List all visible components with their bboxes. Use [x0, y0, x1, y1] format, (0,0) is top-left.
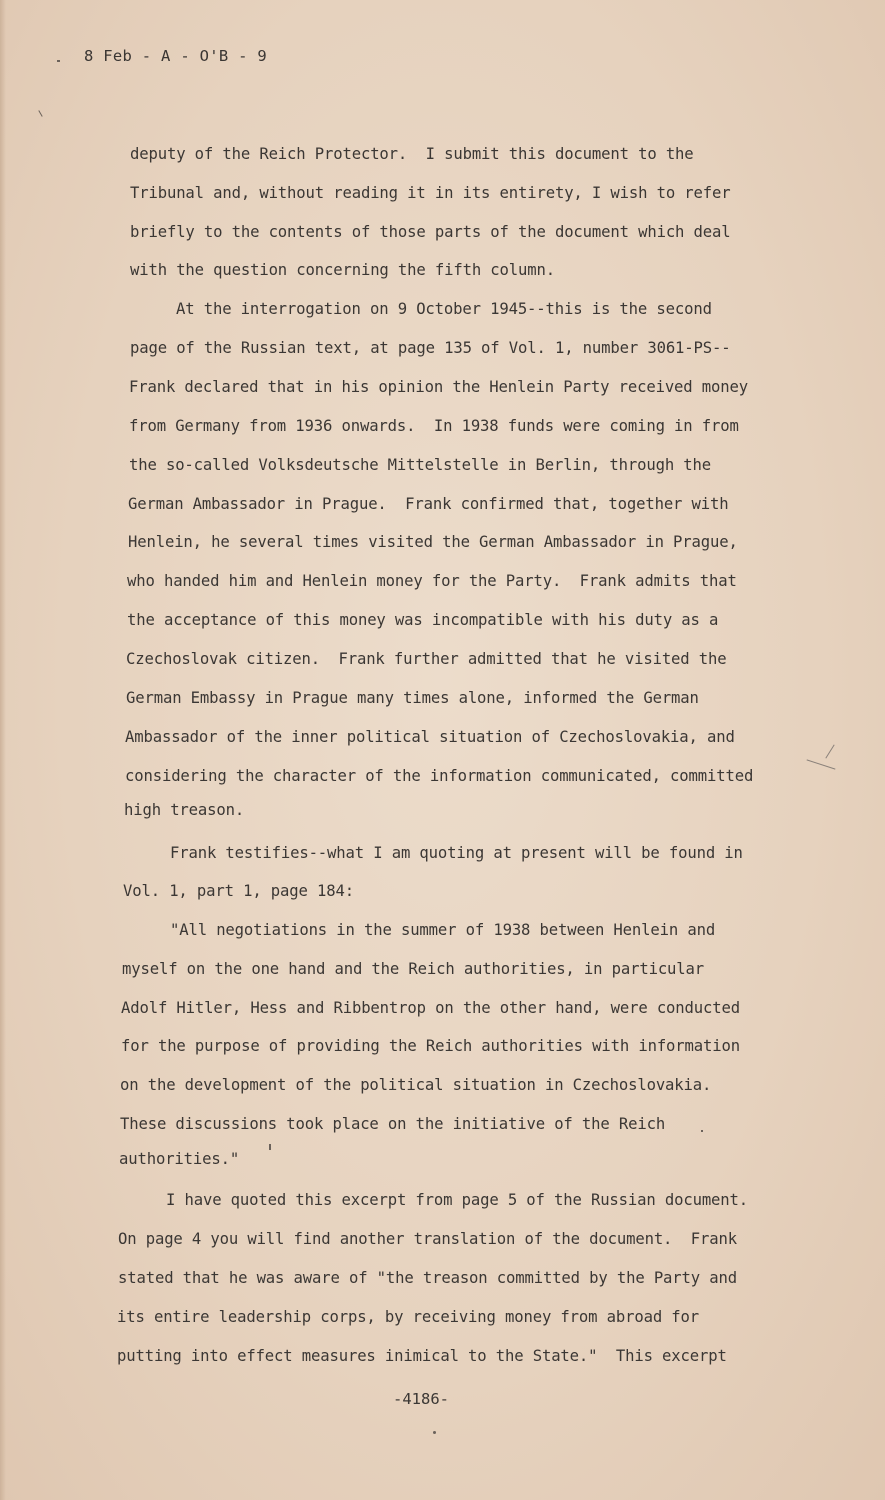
text-line: Frank declared that in his opinion the Henlein Party received money	[129, 378, 748, 396]
stray-mark	[57, 60, 60, 62]
stray-mark	[38, 110, 42, 117]
quote-line: Adolf Hitler, Hess and Ribbentrop on the other hand, were conducted	[121, 999, 740, 1017]
quote-line: on the development of the political situation in Czechoslovakia.	[120, 1076, 712, 1094]
page-header: 8 Feb - A - O'B - 9	[84, 47, 268, 65]
text-line: briefly to the contents of those parts of the document which deal	[130, 223, 731, 241]
text-line: high treason.	[124, 801, 245, 819]
text-line: Vol. 1, part 1, page 184:	[123, 882, 354, 900]
margin-check-mark	[807, 759, 836, 769]
page-number: -4186-	[393, 1390, 449, 1408]
text-line: stated that he was aware of "the treason committed by the Party and	[118, 1269, 737, 1287]
text-line: German Embassy in Prague many times alone, informed the German	[126, 689, 699, 707]
quote-line: "All negotiations in the summer of 1938 between Henlein and	[170, 921, 716, 939]
margin-check-mark	[825, 744, 834, 758]
text-line: I have quoted this excerpt from page 5 of the Russian document.	[166, 1191, 749, 1209]
text-line: Czechoslovak citizen. Frank further admitted that he visited the	[126, 650, 727, 668]
text-line: At the interrogation on 9 October 1945--this is the second	[176, 300, 712, 318]
stray-mark	[701, 1130, 703, 1132]
quote-line: for the purpose of providing the Reich authorities with information	[121, 1037, 740, 1055]
text-line: the acceptance of this money was incompatible with his duty as a	[127, 611, 719, 629]
text-line: putting into effect measures inimical to the State." This excerpt	[117, 1347, 727, 1365]
stray-mark	[433, 1431, 436, 1434]
text-line: Frank testifies--what I am quoting at present will be found in	[170, 844, 743, 862]
page-edge-shadow	[0, 0, 6, 1500]
text-line: who handed him and Henlein money for the Party. Frank admits that	[127, 572, 737, 590]
text-line: with the question concerning the fifth column.	[130, 261, 555, 279]
stray-mark	[269, 1144, 271, 1150]
text-line: page of the Russian text, at page 135 of Vol. 1, number 3061-PS--	[130, 339, 731, 357]
text-line: Ambassador of the inner political situation of Czechoslovakia, and	[125, 728, 735, 746]
text-line: On page 4 you will find another translation of the document. Frank	[118, 1230, 737, 1248]
quote-line: These discussions took place on the initiative of the Reich	[120, 1115, 666, 1133]
text-line: considering the character of the information communicated, committed	[125, 767, 754, 785]
text-line: its entire leadership corps, by receiving money from abroad for	[117, 1308, 700, 1326]
text-line: Henlein, he several times visited the German Ambassador in Prague,	[128, 533, 738, 551]
text-line: the so-called Volksdeutsche Mittelstelle in Berlin, through the	[129, 456, 712, 474]
text-line: Tribunal and, without reading it in its entirety, I wish to refer	[130, 184, 731, 202]
quote-line: myself on the one hand and the Reich authorities, in particular	[122, 960, 705, 978]
text-line: from Germany from 1936 onwards. In 1938 funds were coming in from	[129, 417, 739, 435]
text-line: German Ambassador in Prague. Frank confirmed that, together with	[128, 495, 729, 513]
quote-line: authorities."	[119, 1150, 240, 1168]
text-line: deputy of the Reich Protector. I submit this document to the	[130, 145, 694, 163]
